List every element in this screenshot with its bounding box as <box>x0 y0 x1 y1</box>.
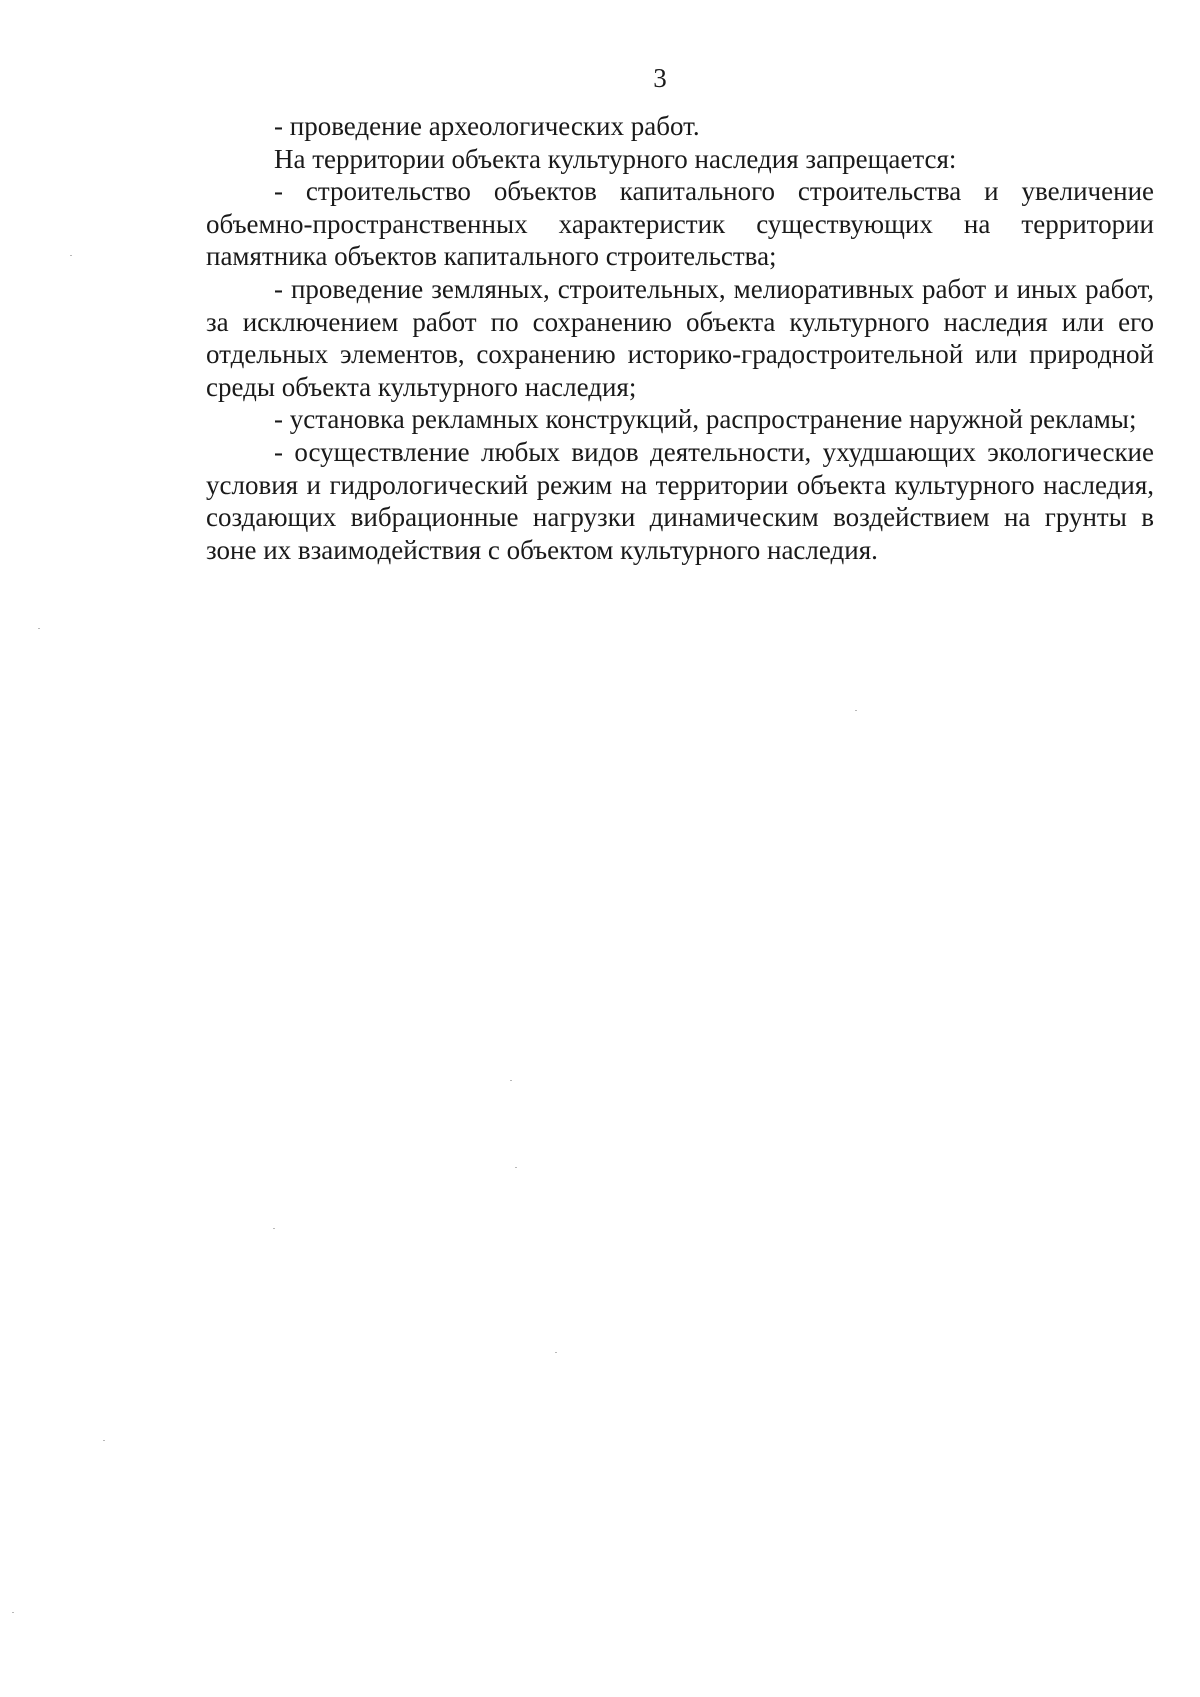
document-body <box>206 110 1154 566</box>
paragraph-advertising: - установка рекламных конструкций, распространение наружной рекламы; <box>274 404 1137 435</box>
scan-speck <box>555 1352 557 1353</box>
paragraph-prohibitions-intro: На территории объекта культурного наследия запрещается: <box>274 143 957 174</box>
scan-speck <box>103 1440 105 1441</box>
paragraph-capital-construction: - строительство объектов капитального строительства и увеличение объемно-пространственных характеристик существующих на территории памятника объектов капитального строительства; <box>206 176 1154 272</box>
paragraph-archaeological-works: - проведение археологических работ. <box>274 111 700 141</box>
scan-speck <box>855 710 857 711</box>
scan-speck <box>510 1080 512 1081</box>
paragraph-activities: - осуществление любых видов деятельности, ухудшающих экологические условия и гидрологический режим на территории объекта культурного наследия, создающих вибрационные нагрузки динамическим воздействием на грунты в зоне их взаимодействия с объектом культурного наследия. <box>206 436 1154 565</box>
scan-speck <box>515 1167 517 1168</box>
scan-speck <box>273 1228 275 1229</box>
scan-speck <box>38 628 40 629</box>
paragraph-earthworks: - проведение земляных, строительных, мелиоративных работ и иных работ, за исключением работ по сохранению объекта культурного наследия или его отдельных элементов, сохранению историко-градостроительной или природной среды объекта культурного наследия; <box>206 273 1154 402</box>
page-number: 3 <box>653 63 667 93</box>
scan-speck <box>12 1612 14 1613</box>
scan-speck <box>70 255 72 256</box>
